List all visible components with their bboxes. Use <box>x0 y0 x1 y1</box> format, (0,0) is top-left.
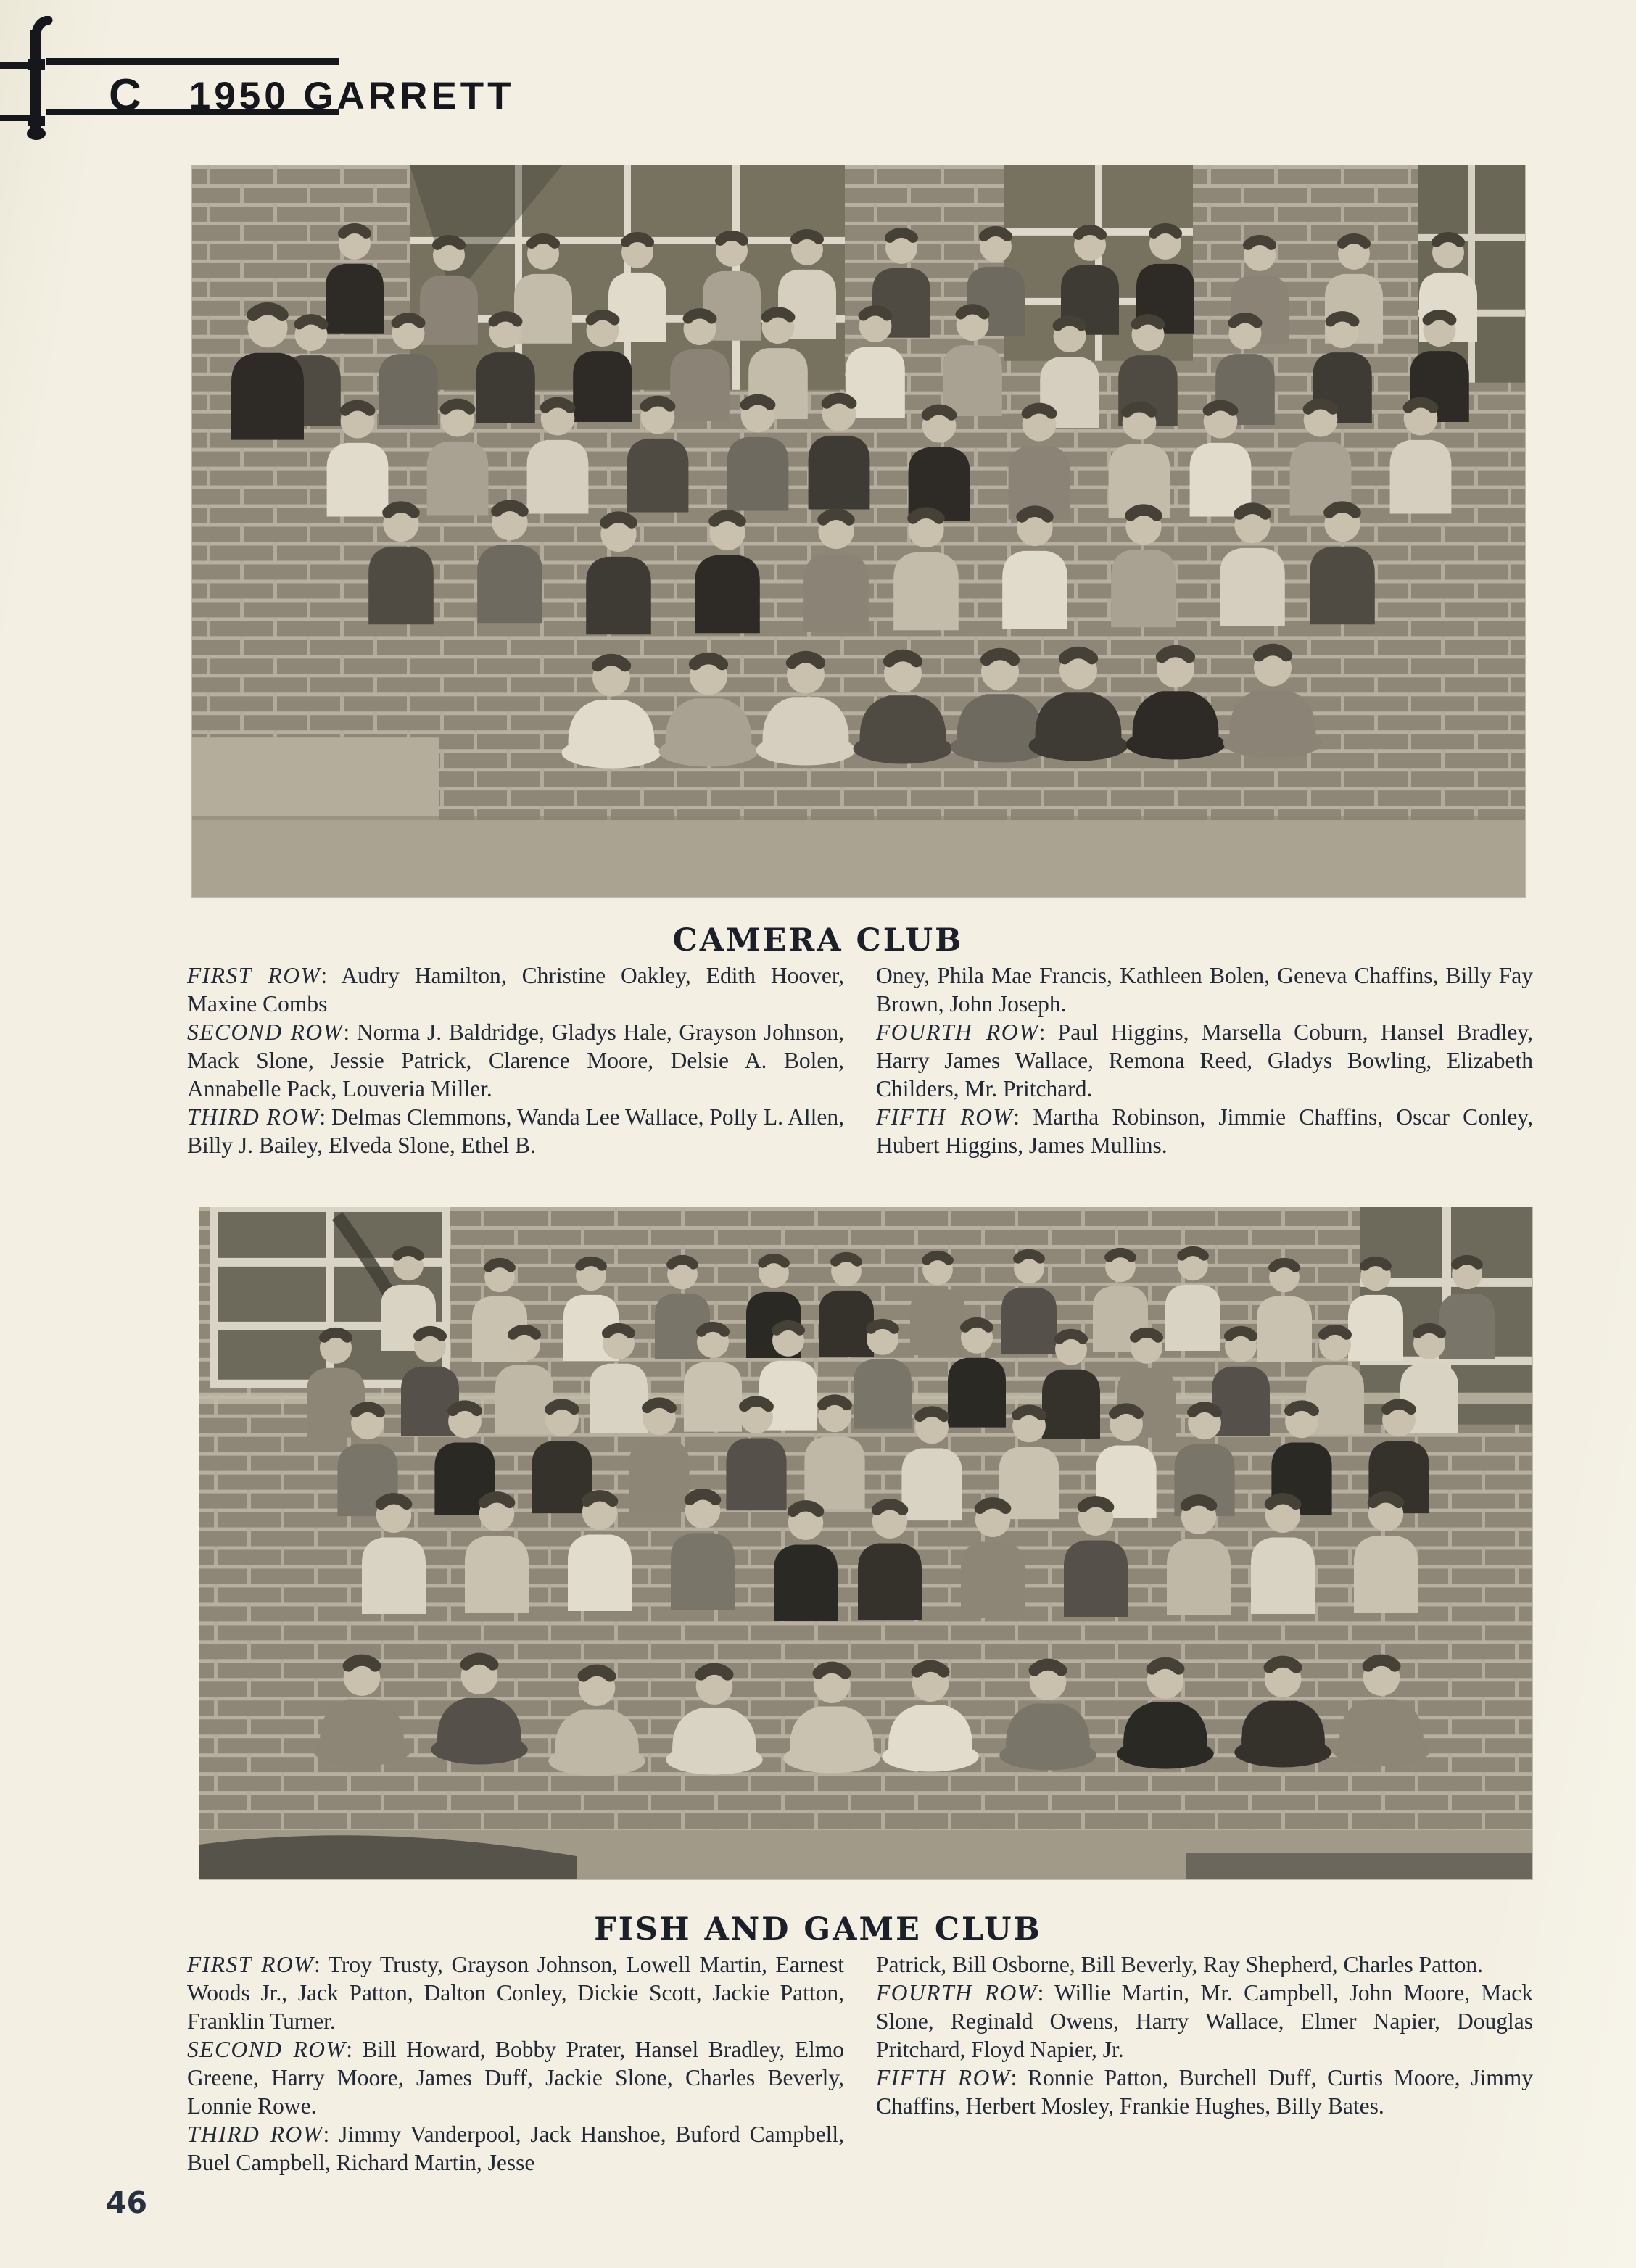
page-number: 46 <box>106 2185 148 2220</box>
grass-right <box>1186 1853 1532 1879</box>
caption-row-entry: FIFTH ROW: Martha Robinson, Jimmie Chaffins, Oscar Conley, Hubert Higgins, James Mullins. <box>876 1104 1533 1158</box>
camera-club-title: CAMERA CLUB <box>672 922 964 959</box>
caption-row-entry: Patrick, Bill Osborne, Bill Beverly, Ray Shepherd, Charles Patton. <box>876 1952 1483 1977</box>
camera-club-caption <box>187 961 1533 1159</box>
caption-row-entry: FIRST ROW: Troy Trusty, Grayson Johnson, Lowell Martin, Earnest Woods Jr., Jack Patton, Dalton Conley, Dickie Scott, Jackie Patton, Franklin Turner. <box>187 1952 844 2034</box>
caption-column <box>187 961 844 1159</box>
row-label: FIRST ROW <box>187 1952 314 1977</box>
row-label: THIRD ROW <box>187 1104 320 1130</box>
caption-row-entry: FIRST ROW: Audry Hamilton, Christine Oakley, Edith Hoover, Maxine Combs <box>187 963 845 1017</box>
caption-column <box>876 961 1533 1159</box>
fish-and-game-club-caption <box>187 1950 1533 2177</box>
header-letter: C <box>109 70 141 120</box>
caption-row-entry: THIRD ROW: Jimmy Vanderpool, Jack Hanshoe, Buford Campbell, Buel Campbell, Richard Martin, Jesse <box>187 2122 844 2175</box>
row-label: SECOND ROW <box>187 2037 347 2062</box>
caption-column <box>876 1950 1533 2177</box>
caption-row-entry: FOURTH ROW: Paul Higgins, Marsella Coburn, Hansel Bradley, Harry James Wallace, Remona Reed, Gladys Bowling, Elizabeth Childers, Mr. Pritchard. <box>876 1019 1533 1101</box>
header-rule-top-right <box>46 58 339 65</box>
fish-and-game-club-photo <box>199 1207 1532 1879</box>
row-label: FIFTH ROW <box>876 1104 1014 1130</box>
fish-and-game-club-title: FISH AND GAME CLUB <box>594 1911 1042 1948</box>
caption-row-entry: SECOND ROW: Norma J. Baldridge, Gladys Hale, Grayson Johnson, Mack Slone, Jessie Patrick, Clarence Moore, Delsie A. Bolen, Annabelle Pack, Louveria Miller. <box>187 1019 844 1101</box>
header-title: 1950 GARRETT <box>189 75 515 117</box>
row-label: THIRD ROW <box>187 2122 323 2147</box>
row-label: FIRST ROW <box>187 963 321 988</box>
row-label: FOURTH ROW <box>876 1019 1039 1045</box>
row-label: FOURTH ROW <box>876 1980 1038 2006</box>
row-label: SECOND ROW <box>187 1019 344 1045</box>
caption-row-entry: SECOND ROW: Bill Howard, Bobby Prater, Hansel Bradley, Elmo Greene, Harry Moore, James Duff, Jackie Slone, Charles Beverly, Lonnie Rowe. <box>187 2037 844 2119</box>
caption-row-entry: FIFTH ROW: Ronnie Patton, Burchell Duff, Curtis Moore, Jimmy Chaffins, Herbert Mosley, Frankie Hughes, Billy Bates. <box>876 2065 1533 2119</box>
caption-row-entry: FOURTH ROW: Willie Martin, Mr. Campbell, John Moore, Mack Slone, Reginald Owens, Harry Wallace, Elmer Napier, Douglas Pritchard, Floyd Napier, Jr. <box>876 1980 1533 2062</box>
caption-row-entry: Oney, Phila Mae Francis, Kathleen Bolen, Geneva Chaffins, Billy Fay Brown, John Joseph. <box>876 963 1533 1017</box>
caption-column <box>187 1950 844 2177</box>
camera-club-photo <box>192 165 1525 897</box>
concrete-platform <box>192 820 1525 897</box>
decorative-f-mark-icon <box>22 16 55 144</box>
caption-row-entry: THIRD ROW: Delmas Clemmons, Wanda Lee Wallace, Polly L. Allen, Billy J. Bailey, Elveda Slone, Ethel B. <box>187 1104 844 1158</box>
row-label: FIFTH ROW <box>876 2065 1011 2090</box>
